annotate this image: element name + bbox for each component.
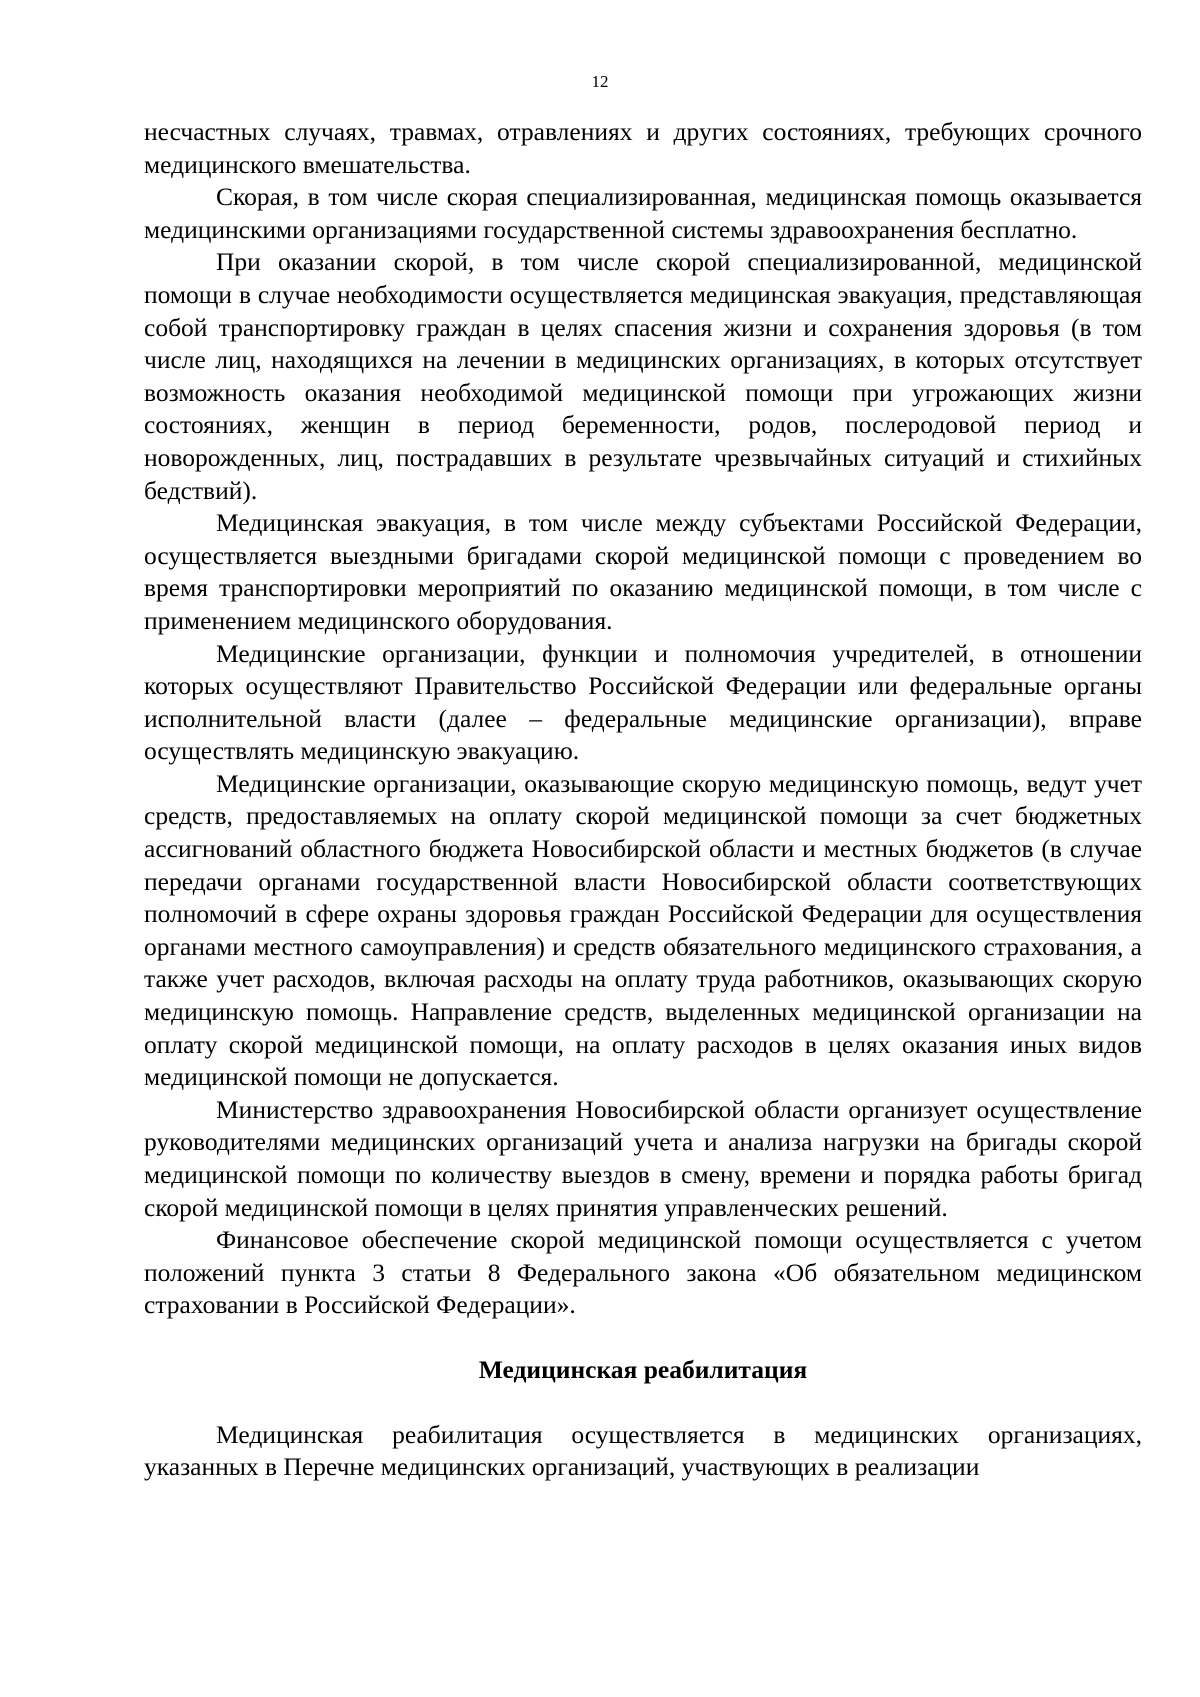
- paragraph-federal-organizations: Медицинские организации, функции и полномочия учредителей, в отношении которых осуществляют Правительство Российской Федерации или федеральные органы исполнительной власти (далее – федеральные медицинские организации), вправе осуществлять медицинскую эвакуацию.: [144, 638, 1142, 766]
- paragraph-rehabilitation: Медицинская реабилитация осуществляется в медицинских организациях, указанных в Перечне медицинских организаций, участвующих в реализации: [144, 1419, 1142, 1482]
- paragraph-funds-accounting: Медицинские организации, оказывающие скорую медицинскую помощь, ведут учет средств, предоставляемых на оплату скорой медицинской помощи за счет бюджетных ассигнований областного бюджета Новосибирской области и местных бюджетов (в случае передачи органами государственной власти Новосибирской области соответствующих полномочий в сфере охраны здоровья граждан Российской Федерации для осуществления органами местного самоуправления) и средств обязательного медицинского страхования, а также учет расходов, включая расходы на оплату труда работников, оказывающих скорую медицинскую помощь. Направление средств, выделенных медицинской организации на оплату скорой медицинской помощи, на оплату расходов в целях оказания иных видов медицинской помощи не допускается.: [144, 768, 1142, 1092]
- paragraph-continued: несчастных случаях, травмах, отравлениях и других состояниях, требующих срочного медицинского вмешательства.: [144, 117, 1142, 179]
- paragraph-medical-evacuation-definition: При оказании скорой, в том числе скорой специализированной, медицинской помощи в случае необходимости осуществляется медицинская эвакуация, представляющая собой транспортировку граждан в целях спасения жизни и сохранения здоровья (в том числе лиц, находящихся на лечении в медицинских организациях, в которых отсутствует возможность оказания необходимой медицинской помощи при угрожающих жизни состояниях, женщин в период беременности, родов, послеродовой период и новорожденных, лиц, пострадавших в результате чрезвычайных ситуаций и стихийных бедствий).: [144, 247, 1142, 505]
- paragraph-financial-support: Финансовое обеспечение скорой медицинской помощи осуществляется с учетом положений пункта 3 статьи 8 Федерального закона «Об обязательном медицинском страховании в Российской Федерации».: [144, 1225, 1142, 1320]
- paragraph-evacuation-brigades: Медицинская эвакуация, в том числе между субъектами Российской Федерации, осуществляется выездными бригадами скорой медицинской помощи с проведением во время транспортировки мероприятий по оказанию медицинской помощи, в том числе с применением медицинского оборудования.: [144, 508, 1142, 635]
- paragraph-emergency-care-free: Скорая, в том числе скорая специализированная, медицинская помощь оказывается медицинскими организациями государственной системы здравоохранения бесплатно.: [144, 182, 1142, 244]
- section-heading-rehabilitation: Медицинская реабилитация: [478, 1354, 808, 1384]
- page-number: 12: [591, 72, 609, 91]
- document-body: [144, 116, 1142, 1484]
- paragraph-ministry-analysis: Министерство здравоохранения Новосибирской области организует осуществление руководителями медицинских организаций учета и анализа нагрузки на бригады скорой медицинской помощи по количеству выездов в смену, времени и порядка работы бригад скорой медицинской помощи в целях принятия управленческих решений.: [144, 1094, 1142, 1222]
